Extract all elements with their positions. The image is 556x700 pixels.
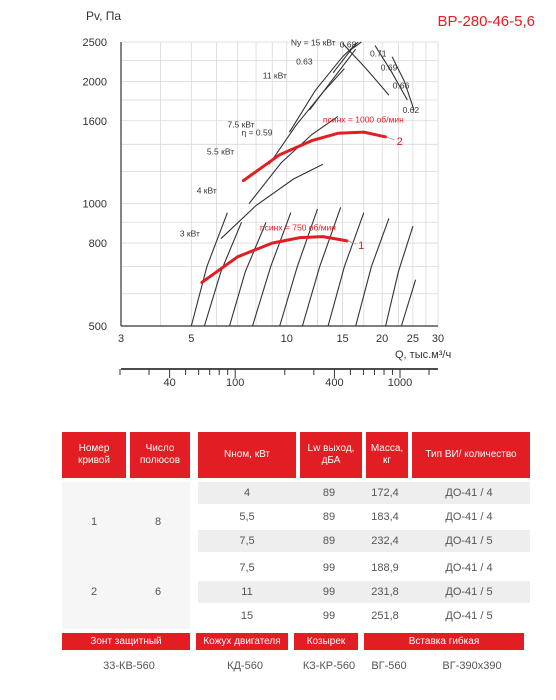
table-group-column: [62, 482, 190, 629]
efficiency-label: 0.66: [392, 80, 410, 91]
series-speed-label: nсинх = 750 об/мин: [259, 222, 337, 233]
isolator-cell: ДО-41 / 4: [445, 511, 493, 523]
isolator-cell: ДО-41 / 4: [445, 487, 493, 499]
power-label: 11 кВт: [262, 70, 287, 81]
y-tick-label: 800: [88, 238, 107, 251]
power-label: Ny = 15 кВт: [290, 37, 336, 48]
table-row: [198, 557, 530, 579]
system-line: [386, 226, 413, 326]
power-label: 3 кВт: [179, 228, 200, 239]
curve-1-number: 1: [90, 516, 98, 528]
value-flexible-insert-2: ВГ-390х390: [442, 660, 502, 672]
series-number-2: 2: [396, 135, 403, 148]
series-speed-label: nсинх = 1000 об/мин: [322, 114, 404, 125]
system-line: [356, 218, 389, 326]
efficiency-label: 0.63: [296, 56, 313, 67]
secondary-tick-label: 400: [325, 377, 344, 389]
isolator-cell: ДО-41 / 4: [445, 562, 493, 574]
y-tick-label: 2000: [82, 76, 107, 89]
power-cell: 7,5: [239, 535, 255, 547]
header-vibration-isolator: Тип ВИ/ количество: [412, 432, 530, 478]
noise-cell: 99: [322, 562, 336, 574]
x-tick-label: 5: [188, 333, 195, 345]
x-axis-label: Q, тыс.м³/ч: [395, 349, 452, 361]
table-row: [198, 581, 530, 603]
value-visor: КЗ-КР-560: [302, 660, 356, 672]
header-noise: Lw выход, дБА: [300, 432, 362, 478]
header-poles: Число полюсов: [130, 432, 190, 478]
curve-1-poles: 8: [154, 516, 162, 528]
value-protective-hood: 33-КВ-560: [103, 660, 155, 672]
table-body: [62, 482, 530, 629]
efficiency-label: 0.71: [369, 48, 387, 59]
noise-cell: 89: [322, 511, 336, 523]
chart-labels: [83, 9, 535, 389]
table-header-row: [62, 432, 530, 478]
header-protective-hood: Зонт защитный: [62, 633, 190, 650]
x-tick-label: 25: [406, 333, 420, 345]
series-line-2: [243, 132, 385, 181]
x-tick-label: 10: [280, 333, 293, 345]
power-cell: 4: [243, 487, 251, 499]
x-tick-label: 15: [336, 333, 349, 345]
mass-cell: 188,9: [371, 562, 399, 574]
system-line: [204, 222, 241, 326]
mass-cell: 232,4: [371, 535, 399, 547]
isolator-cell: ДО-41 / 5: [445, 535, 493, 547]
table-row: [198, 506, 530, 528]
header-mass: Масса, кг: [366, 432, 408, 478]
header-flexible-insert: Вставка гибкая: [364, 633, 524, 650]
power-cell: 7,5: [239, 562, 255, 574]
noise-cell: 99: [322, 610, 336, 622]
specification-table: [62, 432, 530, 629]
noise-cell: 89: [322, 535, 336, 547]
efficiency-label: η = 0.59: [241, 127, 273, 138]
series-number-1: 1: [358, 239, 365, 252]
header-motor-cover: Кожух двигателя: [196, 633, 288, 650]
mass-cell: 172,4: [371, 487, 399, 499]
curve-2-number: 2: [90, 586, 98, 598]
secondary-tick-label: 100: [226, 377, 245, 389]
noise-cell: 89: [322, 487, 336, 499]
mass-cell: 251,8: [371, 610, 399, 622]
power-curve: [310, 49, 356, 110]
system-line: [401, 280, 415, 326]
power-label: 5.5 кВт: [206, 146, 235, 157]
curve-2-poles: 6: [154, 586, 162, 598]
efficiency-label: 0.62: [402, 105, 420, 116]
x-tick-label: 20: [376, 333, 389, 345]
series-line-1: [202, 237, 347, 283]
noise-cell: 99: [322, 586, 336, 598]
y-tick-label: 500: [88, 321, 107, 333]
series-leader: [386, 137, 395, 140]
mass-cell: 183,4: [371, 511, 399, 523]
table-row: [198, 530, 530, 552]
mass-cell: 231,8: [371, 586, 399, 598]
efficiency-label: 0.68: [339, 39, 357, 50]
chart-title: ВР-280-46-5,6: [437, 13, 535, 30]
header-power: Nном, кВт: [198, 432, 296, 478]
isolator-cell: ДО-41 / 5: [445, 610, 493, 622]
table-row: [198, 482, 530, 504]
power-cell: 5,5: [239, 511, 255, 523]
value-motor-cover: КД-560: [227, 660, 263, 672]
accessories-header-row: [62, 633, 530, 650]
chart-axes: [117, 39, 438, 378]
efficiency-label: 0.69: [380, 62, 398, 73]
x-tick-label: 30: [431, 333, 445, 345]
power-label: 7.5 кВт: [227, 119, 255, 130]
value-flexible-insert-1: ВГ-560: [371, 660, 407, 672]
y-tick-label: 2500: [82, 37, 107, 49]
header-curve-number: Номер кривой: [62, 432, 126, 478]
isolator-cell: ДО-41 / 5: [445, 586, 493, 598]
y-tick-label: 1000: [82, 198, 107, 211]
table-row: [198, 605, 530, 627]
y-axis-label: Pv, Па: [86, 9, 122, 23]
power-label: 4 кВт: [196, 185, 217, 196]
power-cell: 15: [240, 610, 254, 622]
x-tick-label: 3: [117, 333, 125, 345]
secondary-tick-label: 1000: [387, 377, 413, 389]
power-cell: 11: [241, 586, 253, 598]
chart-grid: [121, 39, 438, 326]
y-tick-label: 1600: [82, 115, 107, 128]
header-visor: Козырек: [294, 633, 358, 650]
secondary-tick-label: 40: [163, 377, 176, 389]
accessories-values-row: [62, 660, 530, 672]
